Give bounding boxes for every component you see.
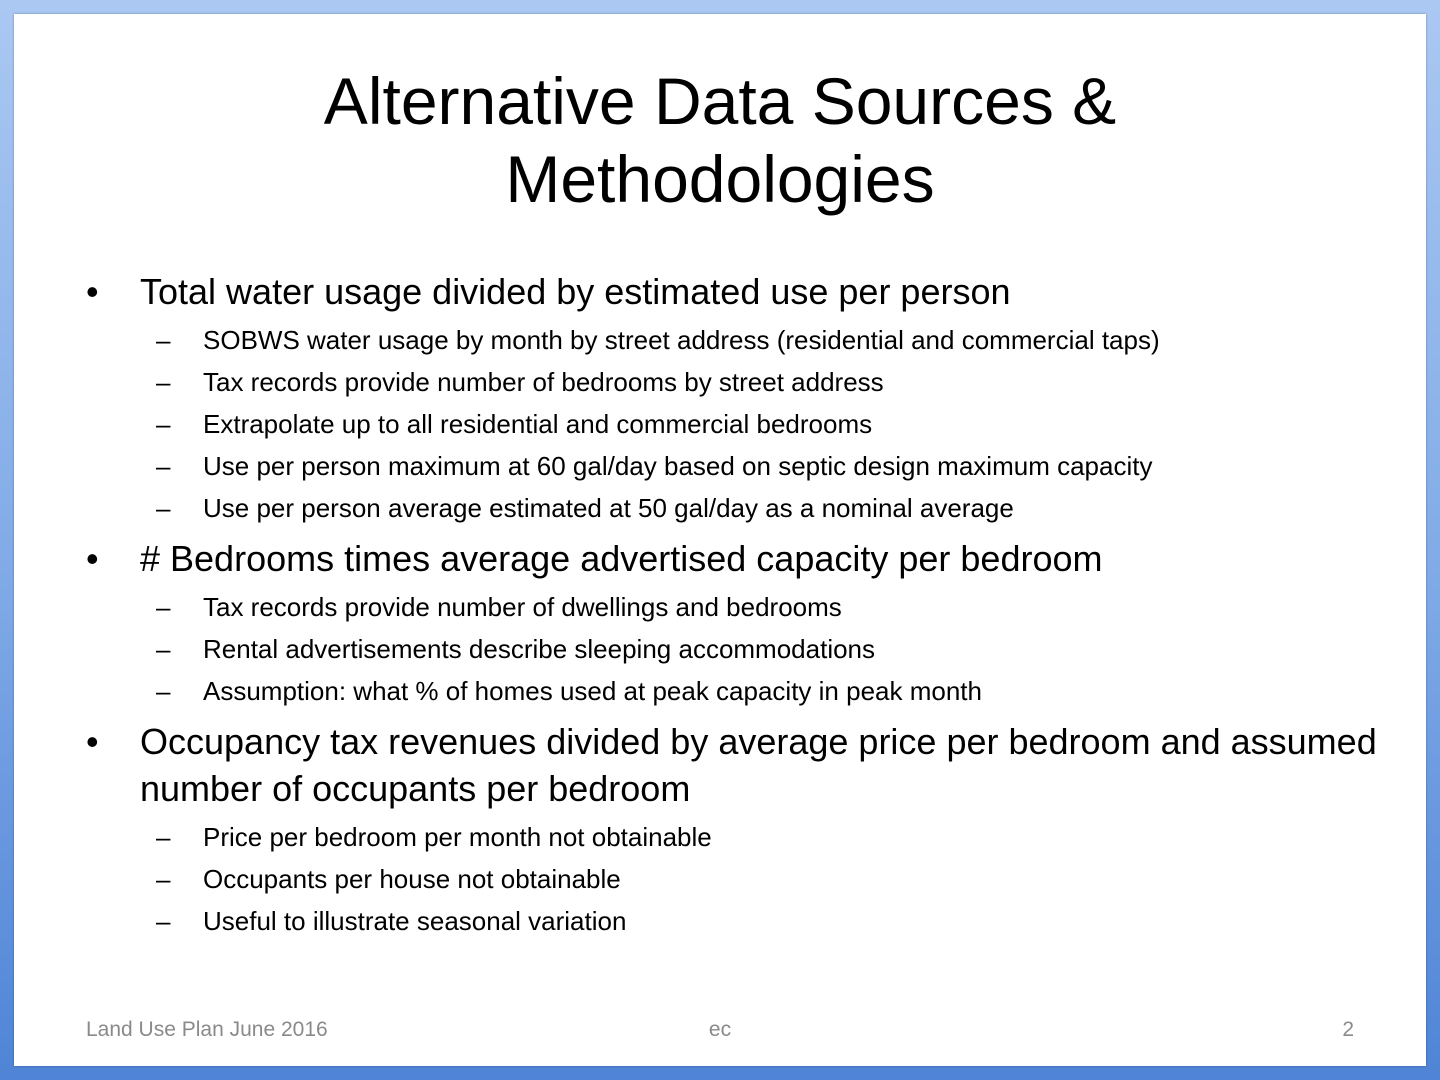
sub-bullet-item: [140, 487, 1386, 529]
sub-bullet-text: Tax records provide number of dwellings and bedrooms: [203, 592, 842, 622]
slide-title-line-2: Methodologies: [505, 142, 935, 216]
footer-center-text: ec: [708, 1018, 732, 1041]
dash-glyph: –: [156, 676, 171, 706]
dash-glyph: –: [156, 409, 171, 439]
slide-content: [86, 268, 1386, 948]
bullet-glyph: •: [86, 538, 99, 579]
sub-bullet-item: [140, 670, 1386, 712]
bullet-item: [86, 268, 1386, 315]
footer-left-text: Land Use Plan June 2016: [86, 1018, 328, 1041]
slide-number: 2: [1342, 1018, 1354, 1041]
dash-glyph: –: [156, 367, 171, 397]
sub-bullet-text: Assumption: what % of homes used at peak capacity in peak month: [203, 676, 982, 706]
sub-bullet-item: [140, 628, 1386, 670]
dash-glyph: –: [156, 493, 171, 523]
sub-bullet-item: [140, 319, 1386, 361]
dash-glyph: –: [156, 864, 171, 894]
slide: [14, 14, 1426, 1066]
sub-bullet-list: [86, 319, 1386, 529]
sub-bullet-text: Tax records provide number of bedrooms by street address: [203, 367, 884, 397]
sub-bullet-text: Extrapolate up to all residential and commercial bedrooms: [203, 409, 873, 439]
dash-glyph: –: [156, 592, 171, 622]
sub-bullet-list: [86, 816, 1386, 942]
bullet-glyph: •: [86, 271, 99, 312]
bullet-glyph: •: [86, 721, 99, 762]
bullet-text: Total water usage divided by estimated use per person: [140, 271, 1011, 312]
sub-bullet-text: Useful to illustrate seasonal variation: [203, 906, 627, 936]
sub-bullet-text: Use per person maximum at 60 gal/day based on septic design maximum capacity: [203, 451, 1153, 481]
bullet-text: Occupancy tax revenues divided by average price per bedroom and assumed number of occupants per bedroom: [140, 721, 1377, 809]
bullet-item: [86, 718, 1386, 812]
dash-glyph: –: [156, 906, 171, 936]
sub-bullet-text: Occupants per house not obtainable: [203, 864, 621, 894]
sub-bullet-text: Use per person average estimated at 50 gal/day as a nominal average: [203, 493, 1014, 523]
sub-bullet-item: [140, 858, 1386, 900]
sub-bullet-item: [140, 900, 1386, 942]
bullet-text: # Bedrooms times average advertised capacity per bedroom: [140, 538, 1103, 579]
sub-bullet-item: [140, 445, 1386, 487]
dash-glyph: –: [156, 634, 171, 664]
sub-bullet-item: [140, 816, 1386, 858]
sub-bullet-text: Rental advertisements describe sleeping accommodations: [203, 634, 876, 664]
slide-title-line-1: Alternative Data Sources &: [323, 64, 1117, 138]
sub-bullet-item: [140, 586, 1386, 628]
dash-glyph: –: [156, 325, 171, 355]
sub-bullet-list: [86, 586, 1386, 712]
sub-bullet-text: Price per bedroom per month not obtainable: [203, 822, 712, 852]
slide-title: [14, 62, 1426, 218]
sub-bullet-item: [140, 403, 1386, 445]
dash-glyph: –: [156, 822, 171, 852]
dash-glyph: –: [156, 451, 171, 481]
sub-bullet-text: SOBWS water usage by month by street address (residential and commercial taps): [203, 325, 1160, 355]
sub-bullet-item: [140, 361, 1386, 403]
bullet-item: [86, 535, 1386, 582]
